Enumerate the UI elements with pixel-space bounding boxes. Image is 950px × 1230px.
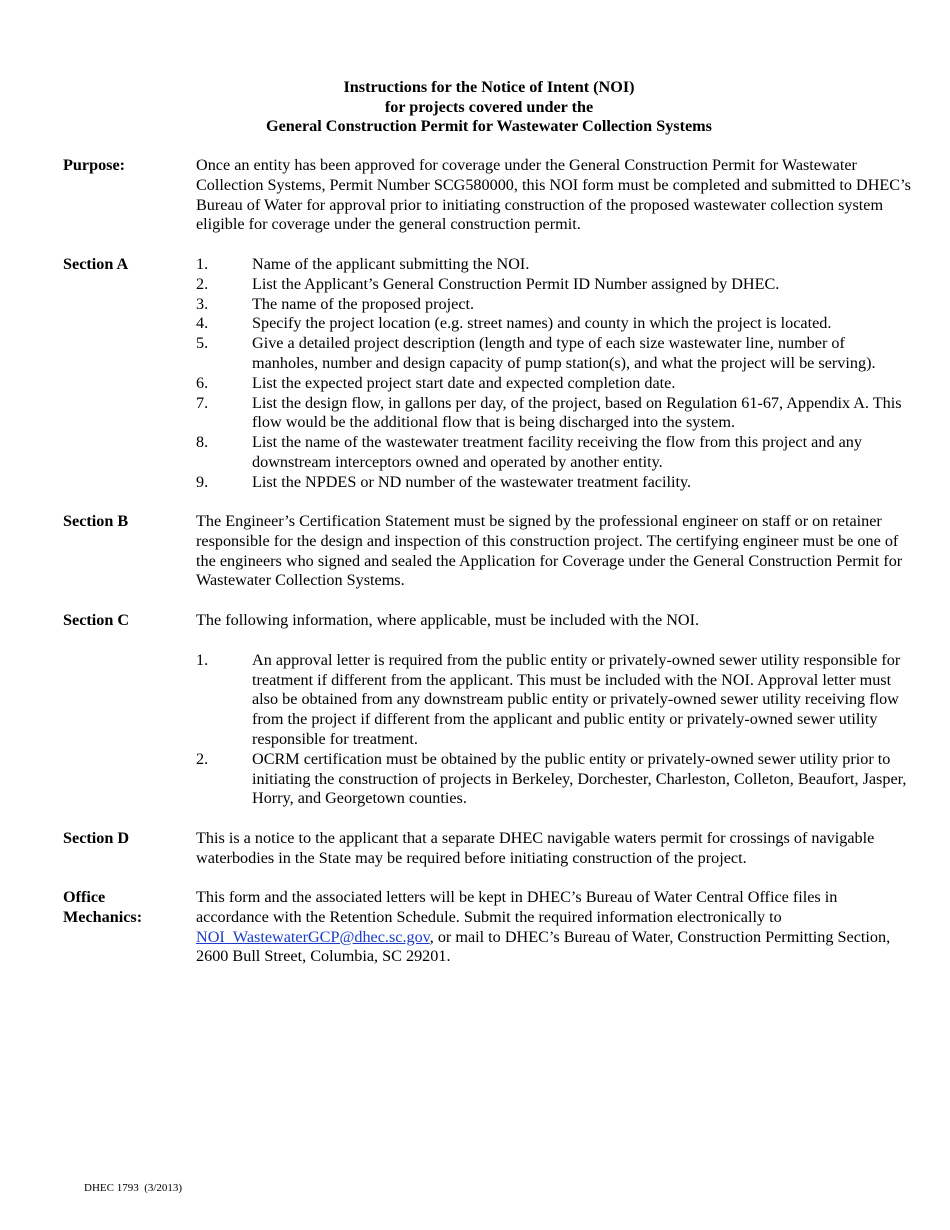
- item-number: 8.: [196, 433, 209, 452]
- purpose-label: Purpose:: [63, 156, 126, 174]
- office-mechanics-text: [196, 888, 913, 967]
- office-text-before: This form and the associated letters will be kept in DHEC’s Bureau of Water Central Office files in accordance with the Retention Schedule. Submit the required information electronically to: [196, 888, 838, 926]
- purpose-section: [63, 156, 913, 235]
- item-number: 1.: [196, 255, 209, 273]
- title-line-3: General Construction Permit for Wastewater Collection Systems: [266, 117, 712, 135]
- purpose-text: Once an entity has been approved for coverage under the General Construction Permit for Wastewater Collection Systems, Permit Number SCG580000, this NOI form must be completed and submitted to DHEC’s Bureau of Water for approval prior to initiating construction of the proposed wastewater collection system eligible for coverage under the general construction permit.: [196, 156, 911, 234]
- list-item: [196, 394, 913, 434]
- item-text: List the Applicant’s General Construction Permit ID Number assigned by DHEC.: [252, 274, 780, 293]
- office-mechanics-section: [63, 888, 913, 967]
- office-text-after: , or mail to DHEC’s Bureau of Water, Construction Permitting Section, 2600 Bull Street, Columbia, SC 29201.: [196, 927, 891, 966]
- section-a-label: Section A: [63, 255, 129, 273]
- list-item: [196, 255, 913, 275]
- section-d-text: This is a notice to the applicant that a separate DHEC navigable waters permit for crossings of navigable waterbodies in the State may be required before initiating construction of the project.: [196, 829, 875, 867]
- section-a: [63, 255, 913, 493]
- section-b-label: Section B: [63, 512, 129, 530]
- list-item: [196, 275, 913, 295]
- item-text: List the expected project start date and expected completion date.: [252, 373, 676, 392]
- email-link[interactable]: NOI_WastewaterGCP@dhec.sc.gov: [196, 927, 430, 946]
- office-label-line-2: Mechanics:: [63, 907, 143, 926]
- item-number: 5.: [196, 334, 209, 353]
- item-text: Specify the project location (e.g. street names) and county in which the project is located.: [252, 314, 832, 333]
- item-text: Give a detailed project description (length and type of each size wastewater line, number of manholes, number and design capacity of pump station(s), and what the project will be serving).: [252, 334, 876, 372]
- item-number: 2.: [196, 749, 209, 768]
- document-title: [0, 78, 950, 137]
- title-line-2: for projects covered under the: [384, 97, 594, 116]
- item-text: List the name of the wastewater treatment facility receiving the flow from this project and any downstream interceptors owned and operated by another entity.: [252, 433, 862, 471]
- item-text: An approval letter is required from the public entity or privately-owned sewer utility responsible for treatment if different from the applicant. This must be included with the NOI. Approval letter must also be obtained from any downstream public entity or privately-owned sewer utility receiving flow from the project if different from the applicant and public entity or privately-owned sewer utility responsible for treatment.: [252, 650, 901, 748]
- office-mechanics-label: [63, 888, 188, 928]
- list-item: [196, 651, 913, 750]
- section-b-text: The Engineer’s Certification Statement must be signed by the professional engineer on staff or on retainer responsible for the design and inspection of this construction project. The certifying engineer must be one of the engineers who signed and sealed the Application for Coverage under the General Construction Permit for Wastewater Collection Systems.: [196, 512, 903, 590]
- item-text: Name of the applicant submitting the NOI.: [252, 255, 530, 273]
- section-b: [63, 512, 913, 591]
- list-item: [196, 374, 913, 394]
- section-d-label: Section D: [63, 829, 130, 847]
- section-c-label: Section C: [63, 611, 130, 629]
- list-item: [196, 750, 913, 809]
- item-number: 4.: [196, 314, 209, 333]
- list-item: [196, 295, 913, 315]
- item-number: 2.: [196, 274, 209, 293]
- section-c: [63, 611, 913, 809]
- item-number: 7.: [196, 393, 209, 412]
- list-item: [196, 473, 913, 493]
- item-text: The name of the proposed project.: [252, 294, 475, 313]
- item-number: 3.: [196, 294, 209, 313]
- item-number: 6.: [196, 373, 209, 392]
- title-line-1: Instructions for the Notice of Intent (NOI): [343, 78, 635, 96]
- section-c-intro: The following information, where applicable, must be included with the NOI.: [196, 611, 700, 629]
- item-number: 9.: [196, 472, 209, 491]
- section-d: [63, 829, 913, 869]
- item-text: OCRM certification must be obtained by the public entity or privately-owned sewer utility prior to initiating the construction of projects in Berkeley, Dorchester, Charleston, Colleton, Beaufort, Jasper, Horry, and Georgetown counties.: [252, 749, 907, 808]
- item-text: List the NPDES or ND number of the wastewater treatment facility.: [252, 472, 692, 491]
- section-a-list: [196, 255, 913, 493]
- item-number: 1.: [196, 650, 209, 669]
- form-id-footer: DHEC 1793 (3/2013): [84, 1182, 183, 1194]
- list-item: [196, 314, 913, 334]
- list-item: [196, 433, 913, 473]
- office-label-line-1: Office: [63, 888, 106, 906]
- list-item: [196, 334, 913, 374]
- item-text: List the design flow, in gallons per day, of the project, based on Regulation 61-67, Appendix A. This flow would be the additional flow that is being discharged into the system.: [252, 393, 902, 432]
